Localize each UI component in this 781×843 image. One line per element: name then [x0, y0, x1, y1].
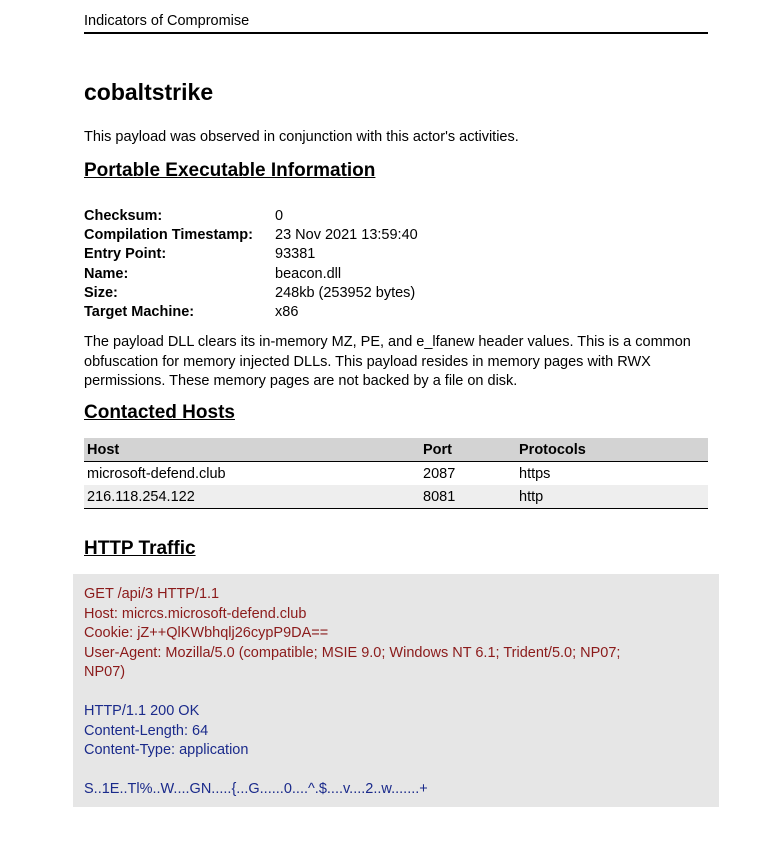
pe-row-compilation-timestamp: [84, 226, 418, 245]
response-line: HTTP/1.1 200 OK: [84, 703, 200, 719]
pe-row-name: [84, 265, 418, 284]
request-line: User-Agent: Mozilla/5.0 (compatible; MSIE 9.0; Windows NT 6.1; Trident/5.0; NP07;: [84, 644, 621, 661]
pe-value: 0: [275, 208, 284, 224]
pe-value: x86: [275, 304, 299, 321]
contacted-hosts-table: [84, 438, 708, 509]
protocol-cell: https: [519, 465, 551, 482]
pe-info-table: [84, 207, 418, 322]
pe-label: Name:: [84, 265, 129, 282]
http-traffic-heading: HTTP Traffic: [84, 538, 196, 559]
pe-value: 248kb (253952 bytes): [275, 284, 416, 301]
table-row: [84, 462, 708, 486]
intro-text: This payload was observed in conjunction with this actor's activities.: [84, 129, 519, 145]
host-cell: 216.118.254.122: [84, 485, 420, 509]
pe-row-checksum: [84, 207, 418, 226]
request-line: NP07): [84, 664, 126, 680]
port-cell: 2087: [423, 465, 456, 482]
pe-label: Checksum:: [84, 208, 163, 224]
http-traffic-content: [84, 585, 704, 800]
spacer: [84, 683, 704, 703]
protocol-cell: http: [516, 485, 708, 509]
request-line: Host: micrcs.microsoft-defend.club: [84, 605, 307, 622]
column-header-protocols: Protocols: [516, 438, 708, 462]
pe-value: 93381: [275, 246, 316, 263]
request-line: GET /api/3 HTTP/1.1: [84, 586, 220, 602]
pe-value: 23 Nov 2021 13:59:40: [275, 227, 418, 244]
column-header-host: Host: [84, 438, 420, 462]
http-traffic-box: [73, 574, 719, 807]
table-header-row: [84, 438, 708, 462]
pe-row-size: [84, 284, 418, 303]
pe-heading: Portable Executable Information: [84, 160, 376, 181]
spacer: [84, 761, 704, 781]
contacted-hosts-heading: Contacted Hosts: [84, 402, 235, 423]
pe-note: The payload DLL clears its in-memory MZ, PE, and e_lfanew header values. This is a common obfuscation for memory injected DLLs. This payload resides in memory pages with RWX permissions. These memory pages are not backed by a file on disk.: [84, 334, 691, 389]
pe-label: Compilation Timestamp:: [84, 227, 253, 244]
column-header-port: Port: [420, 438, 516, 462]
running-header: Indicators of Compromise: [84, 13, 708, 34]
pe-row-target-machine: [84, 303, 418, 322]
pe-row-entry-point: [84, 245, 418, 264]
host-cell: microsoft-defend.club: [87, 465, 226, 482]
response-line: Content-Type: application: [84, 742, 249, 758]
pe-label: Target Machine:: [84, 304, 195, 321]
pe-label: Size:: [84, 284, 118, 301]
pe-label: Entry Point:: [84, 246, 167, 263]
document-title: cobaltstrike: [84, 79, 214, 105]
request-line: Cookie: jZ++QlKWbhqlj26cypP9DA==: [84, 625, 329, 641]
table-row: [84, 485, 708, 509]
response-line: Content-Length: 64: [84, 722, 209, 739]
port-cell: 8081: [420, 485, 516, 509]
pe-value: beacon.dll: [275, 265, 342, 282]
response-body: S..1E..Tl%..W....GN.....{...G......0....^.$....v....2..w.......+: [84, 781, 428, 797]
